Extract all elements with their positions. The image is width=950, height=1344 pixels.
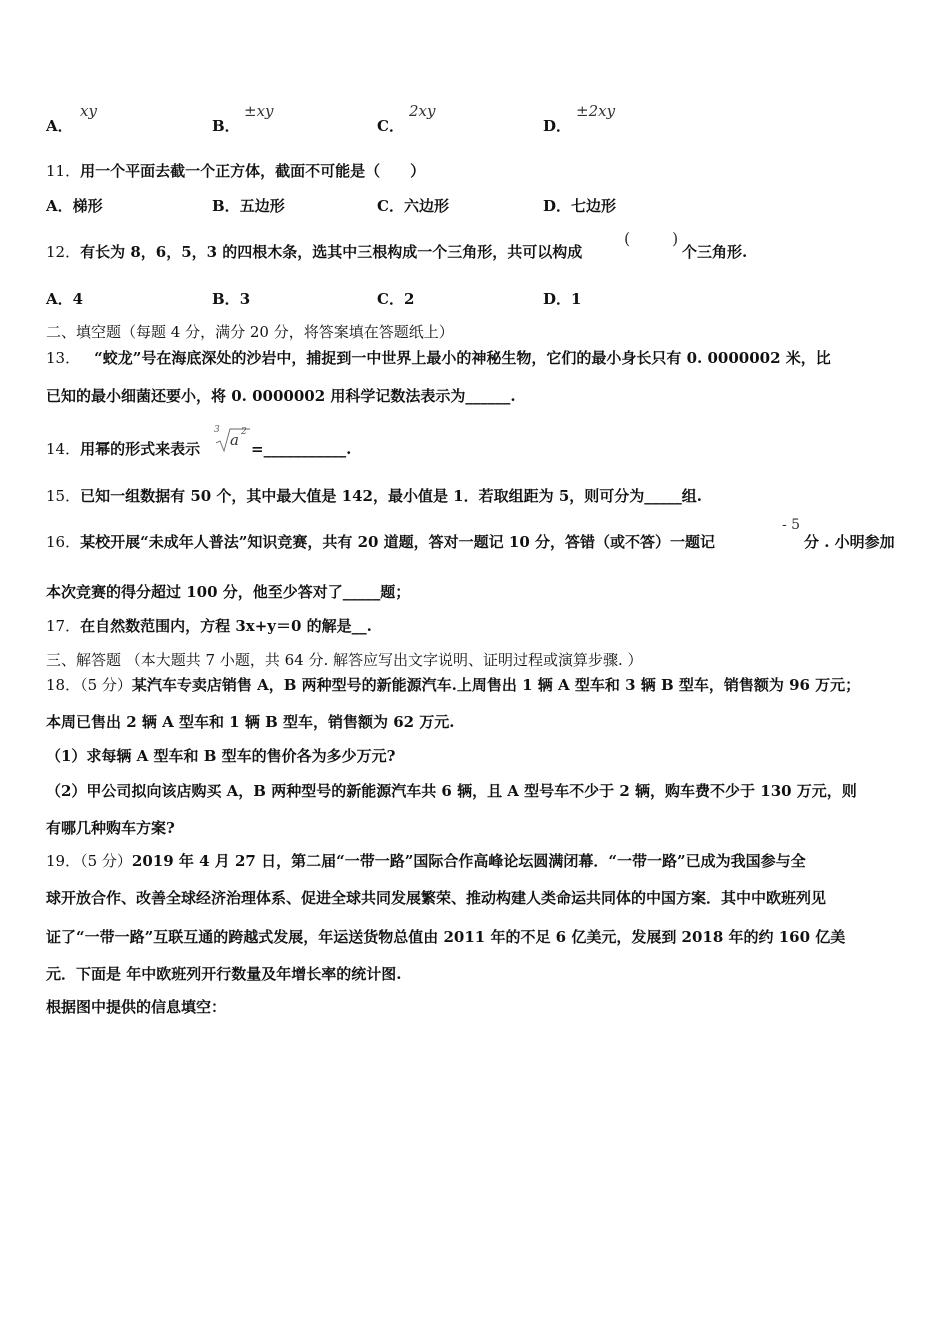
question-18-part1: （1）求每辆 A 型车和 B 型车的售价各为多少万元?: [46, 747, 396, 765]
q11-text: 用一个平面去截一个正方体，截面不可能是（ ）: [80, 162, 426, 180]
q10-option-c-label: C．: [377, 117, 404, 135]
question-17: 17．在自然数范围内，方程 3x+y＝0 的解是__.: [46, 617, 372, 635]
question-11: [46, 161, 425, 181]
q16-line1-tail: 分 . 小明参加: [804, 533, 895, 551]
question-14: 14．用幂的形式来表示: [46, 440, 201, 458]
q12-number: 12．: [46, 243, 81, 261]
q10-option-a-math: xy: [80, 102, 97, 120]
q12-paren-left: (: [624, 229, 631, 248]
question-13-line2: 已知的最小细菌还要小，将 0. 0000002 用科学记数法表示为______.: [46, 387, 516, 405]
q10-option-d-math: ±2xy: [576, 102, 616, 120]
q11-option-c: C．六边形: [377, 197, 449, 215]
q12-text-after: 个三角形.: [682, 243, 748, 261]
question-18-line2: 本周已售出 2 辆 A 型车和 1 辆 B 型车，销售额为 62 万元.: [46, 713, 455, 731]
section-3-title: 三、解答题 （本大题共 7 小题，共 64 分. 解答应写出文字说明、证明过程或演算步骤. ）: [46, 651, 643, 669]
question-12: [46, 242, 582, 262]
q14-radical: [214, 425, 250, 455]
q11-option-d: D．七边形: [543, 197, 617, 215]
question-18-part2-line2: 有哪几种购车方案?: [46, 819, 175, 837]
question-19-line5: 根据图中提供的信息填空：: [46, 998, 227, 1016]
section-2-title: 二、填空题（每题 4 分，满分 20 分，将答案填在答题纸上）: [46, 323, 454, 341]
question-13-line1: 13． “蛟龙”号在海底深处的沙岩中，捕捉到一中世界上最小的神秘生物，它们的最小身长只有 0. 0000002 米，比: [46, 349, 831, 367]
q11-number: 11．: [46, 162, 81, 180]
question-19-line2: 球开放合作、改善全球经济治理体系、促进全球共同发展繁荣、推动构建人类命运共同体的中国方案．其中中欧班列见: [46, 889, 827, 907]
q12-paren-right: ): [672, 229, 679, 248]
q16-minus-five: - 5: [782, 517, 801, 533]
q10-option-d-label: D．: [543, 117, 572, 135]
q10-option-c-math: 2xy: [409, 102, 436, 120]
question-15: 15．已知一组数据有 50 个，其中最大值是 142，最小值是 1．若取组距为 5，则可分为_____组.: [46, 487, 702, 505]
q12-option-c: C．2: [377, 290, 415, 308]
q14-exponent: 2: [241, 427, 247, 437]
question-18-part2-line1: （2）甲公司拟向该店购买 A，B 两种型号的新能源汽车共 6 辆，且 A 型号车不少于 2 辆，购车费不少于 130 万元，则: [46, 782, 857, 800]
q10-option-b-label: B．: [212, 117, 240, 135]
question-19-line1: 19．（5 分）2019 年 4 月 27 日，第二届“一带一路”国际合作高峰论坛圆满闭幕．“一带一路”已成为我国参与全: [46, 852, 806, 870]
q12-option-b: B．3: [212, 290, 251, 308]
q10-option-b-math: ±xy: [244, 102, 274, 120]
question-19-line3: 证了“一带一路”互联互通的跨越式发展，年运送货物总值由 2011 年的不足 6 亿美元，发展到 2018 年的约 160 亿美: [46, 928, 846, 946]
q12-option-d: D．1: [543, 290, 582, 308]
q14-root-index: 3: [214, 425, 220, 435]
q14-answer-blank: =___________.: [251, 440, 352, 458]
question-16-line2: 本次竞赛的得分超过 100 分，他至少答对了_____题；: [46, 583, 411, 601]
q11-option-a: A．梯形: [46, 197, 103, 215]
q14-radicand: a: [230, 431, 239, 449]
question-16-line1: 16．某校开展“未成年人普法”知识竞赛，共有 20 道题，答对一题记 10 分，答错（或不答）一题记: [46, 533, 715, 551]
q12-text: 有长为 8，6，5，3 的四根木条，选其中三根构成一个三角形，共可以构成: [80, 243, 583, 261]
q10-option-a-label: A．: [46, 117, 73, 135]
q11-option-b: B．五边形: [212, 197, 285, 215]
question-18-line1: 18．（5 分）某汽车专卖店销售 A，B 两种型号的新能源汽车.上周售出 1 辆 A 型车和 3 辆 B 型车，销售额为 96 万元；: [46, 676, 861, 694]
q12-option-a: A．4: [46, 290, 84, 308]
question-19-line4: 元．下面是 年中欧班列开行数量及年增长率的统计图.: [46, 965, 402, 983]
